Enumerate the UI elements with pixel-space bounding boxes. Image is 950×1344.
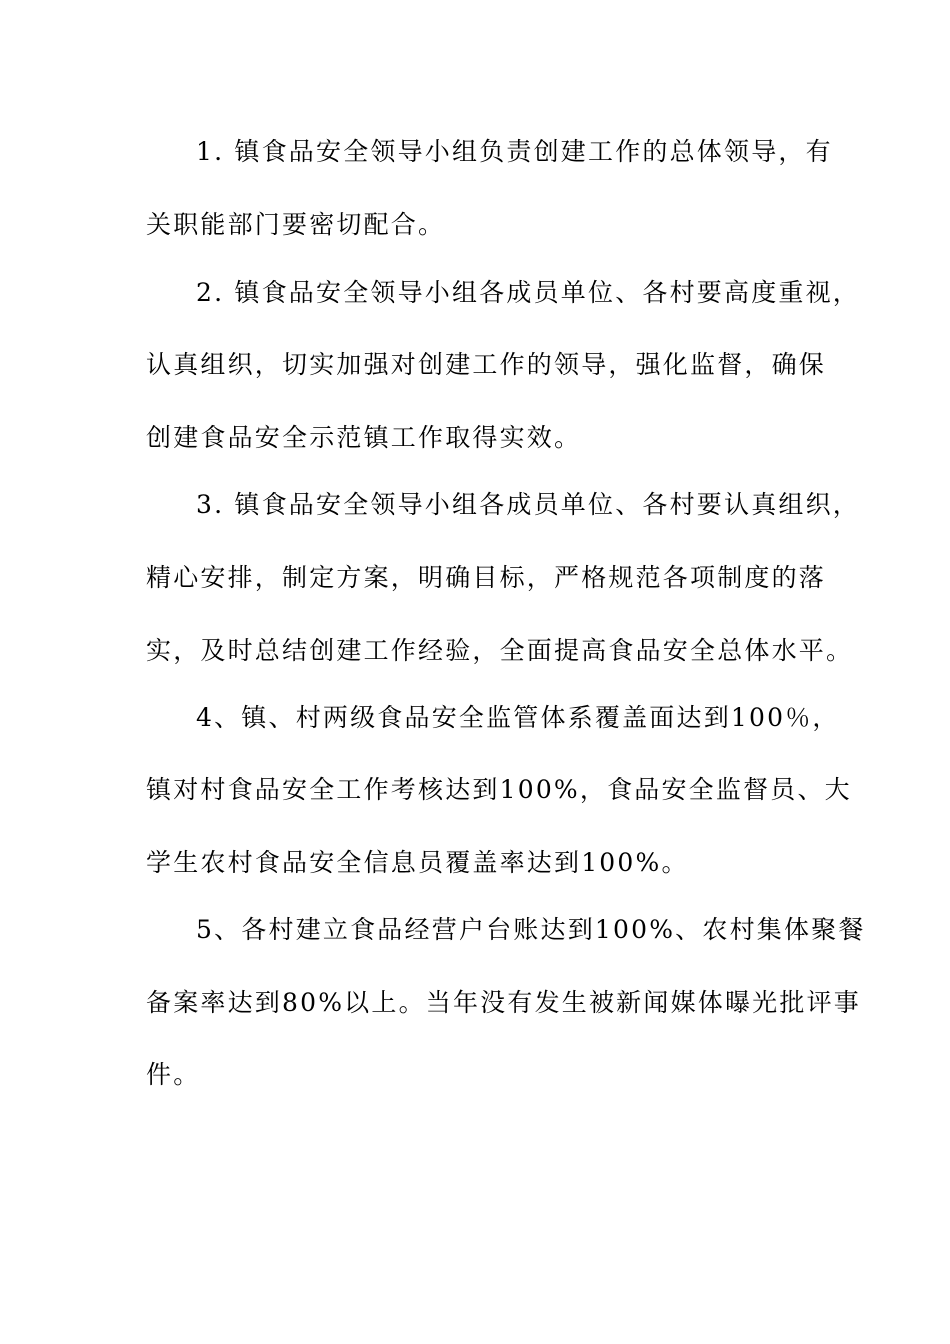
item-5-line-2: 备案率达到80%以上。当年没有发生被新闻媒体曝光批评事: [146, 988, 861, 1017]
item-1-line-2: 关职能部门要密切配合。: [146, 210, 446, 239]
item-4-line-1: 4、镇、村两级食品安全监管体系覆盖面达到100％，: [196, 703, 840, 732]
item-3-line-1: 3. 镇食品安全领导小组各成员单位、各村要认真组织，: [196, 490, 861, 519]
item-1-line-1: 1. 镇食品安全领导小组负责创建工作的总体领导，有: [196, 137, 833, 166]
item-3-line-2: 精心安排，制定方案，明确目标，严格规范各项制度的落: [146, 563, 827, 592]
item-2-line-3: 创建食品安全示范镇工作取得实效。: [146, 423, 582, 452]
item-5-line-3: 件。: [146, 1060, 201, 1089]
item-4-line-2: 镇对村食品安全工作考核达到100%，食品安全监督员、大: [146, 775, 852, 804]
item-5-line-1: 5、各村建立食品经营户台账达到100%、农村集体聚餐: [196, 915, 866, 944]
item-2-line-1: 2. 镇食品安全领导小组各成员单位、各村要高度重视，: [196, 278, 861, 307]
item-2-line-2: 认真组织，切实加强对创建工作的领导，强化监督，确保: [146, 350, 827, 379]
item-4-line-3: 学生农村食品安全信息员覆盖率达到100%。: [146, 848, 689, 877]
item-3-line-3: 实，及时总结创建工作经验，全面提高食品安全总体水平。: [146, 636, 854, 665]
